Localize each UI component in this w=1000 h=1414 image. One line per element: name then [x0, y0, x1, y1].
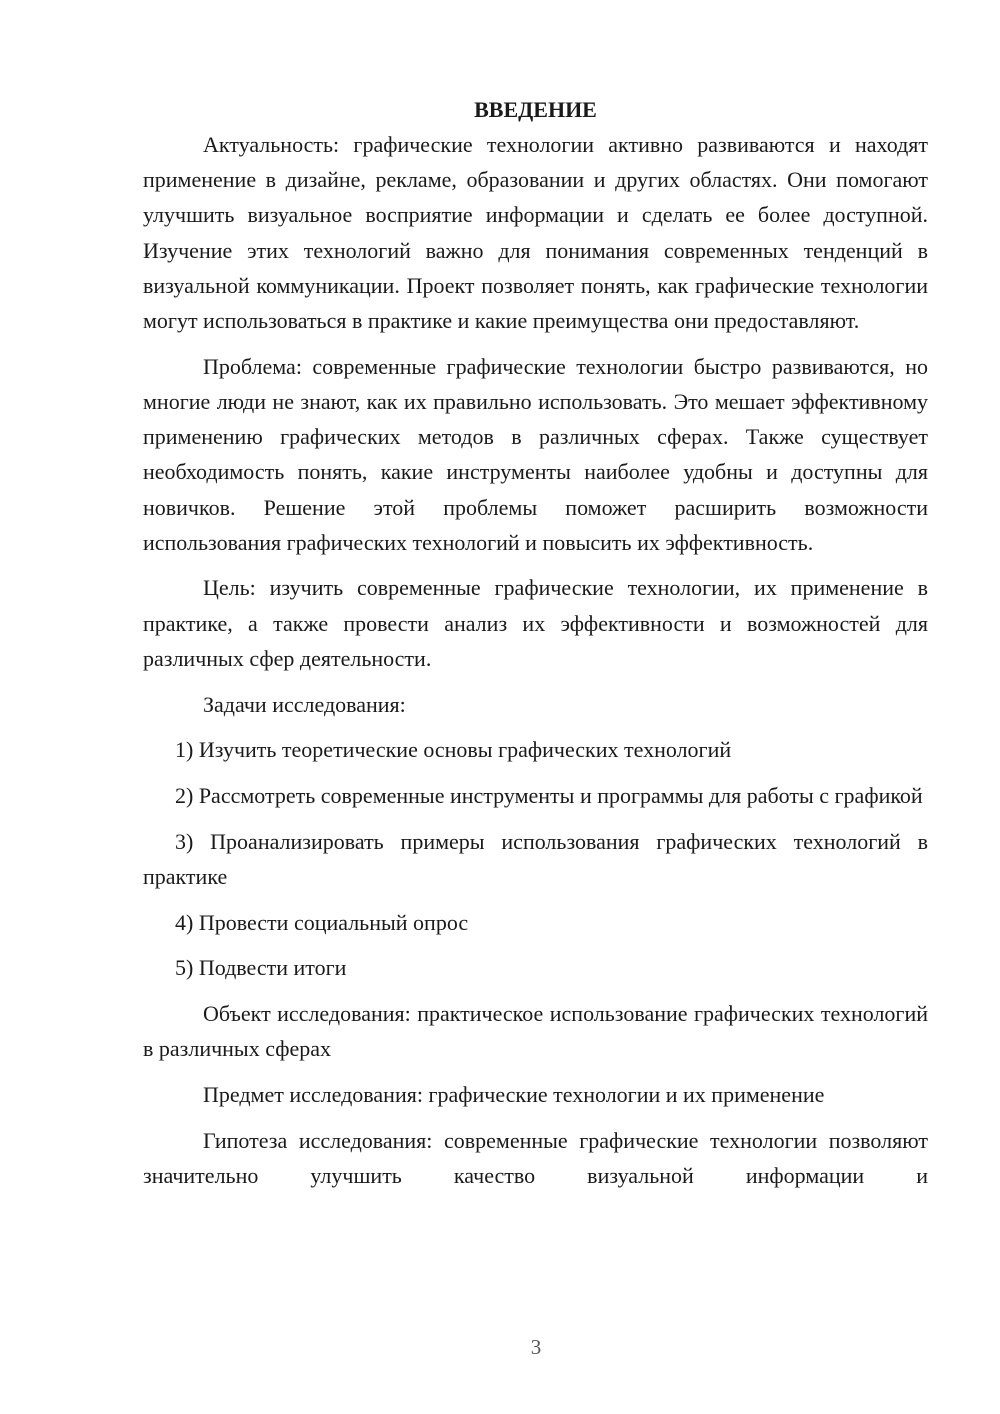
paragraph-tasks-title: Задачи исследования:	[203, 691, 406, 717]
paragraph-hypothesis: Гипотеза исследования: современные графические технологии позволяют значительно улучшить качество визуальной информации и	[143, 1127, 928, 1188]
list-item: 1) Изучить теоретические основы графических технологий	[175, 737, 732, 763]
section-heading: ВВЕДЕНИЕ	[474, 97, 597, 122]
list-item: 5) Подвести итоги	[175, 955, 347, 981]
page-number: 3	[530, 1335, 542, 1359]
paragraph-problem: Проблема: современные графические технологии быстро развиваются, но многие люди не знают, как их правильно использовать. Это мешает эффективному применению графических методов в различных сферах. Также существует необходимость понять, какие инструменты наиболее удобны и доступны для новичков. Решение этой проблемы поможет расширить возможности использования графических технологий и повысить их эффективность.	[143, 353, 928, 555]
list-item: 4) Провести социальный опрос	[175, 909, 469, 935]
page-content	[143, 92, 928, 1203]
list-item: 3) Проанализировать примеры использования графических технологий в практике	[143, 828, 928, 889]
paragraph-goal: Цель: изучить современные графические технологии, их применение в практике, а также провести анализ их эффективности и возможностей для различных сфер деятельности.	[143, 575, 928, 671]
list-item: 2) Рассмотреть современные инструменты и программы для работы с графикой	[175, 782, 923, 808]
tasks-list	[143, 732, 928, 985]
paragraph-object: Объект исследования: практическое использование графических технологий в различных сферах	[143, 1000, 928, 1062]
paragraph-relevance: Актуальность: графические технологии активно развиваются и находят применение в дизайне, рекламе, образовании и других областях. Они помогают улучшить визуальное восприятие информации и сделать ее более доступной. Изучение этих технологий важно для понимания современных тенденций в визуальной коммуникации. Проект позволяет понять, как графические технологии могут использоваться в практике и какие преимущества они предоставляют.	[143, 132, 928, 334]
paragraph-subject: Предмет исследования: графические технологии и их применение	[203, 1081, 825, 1107]
